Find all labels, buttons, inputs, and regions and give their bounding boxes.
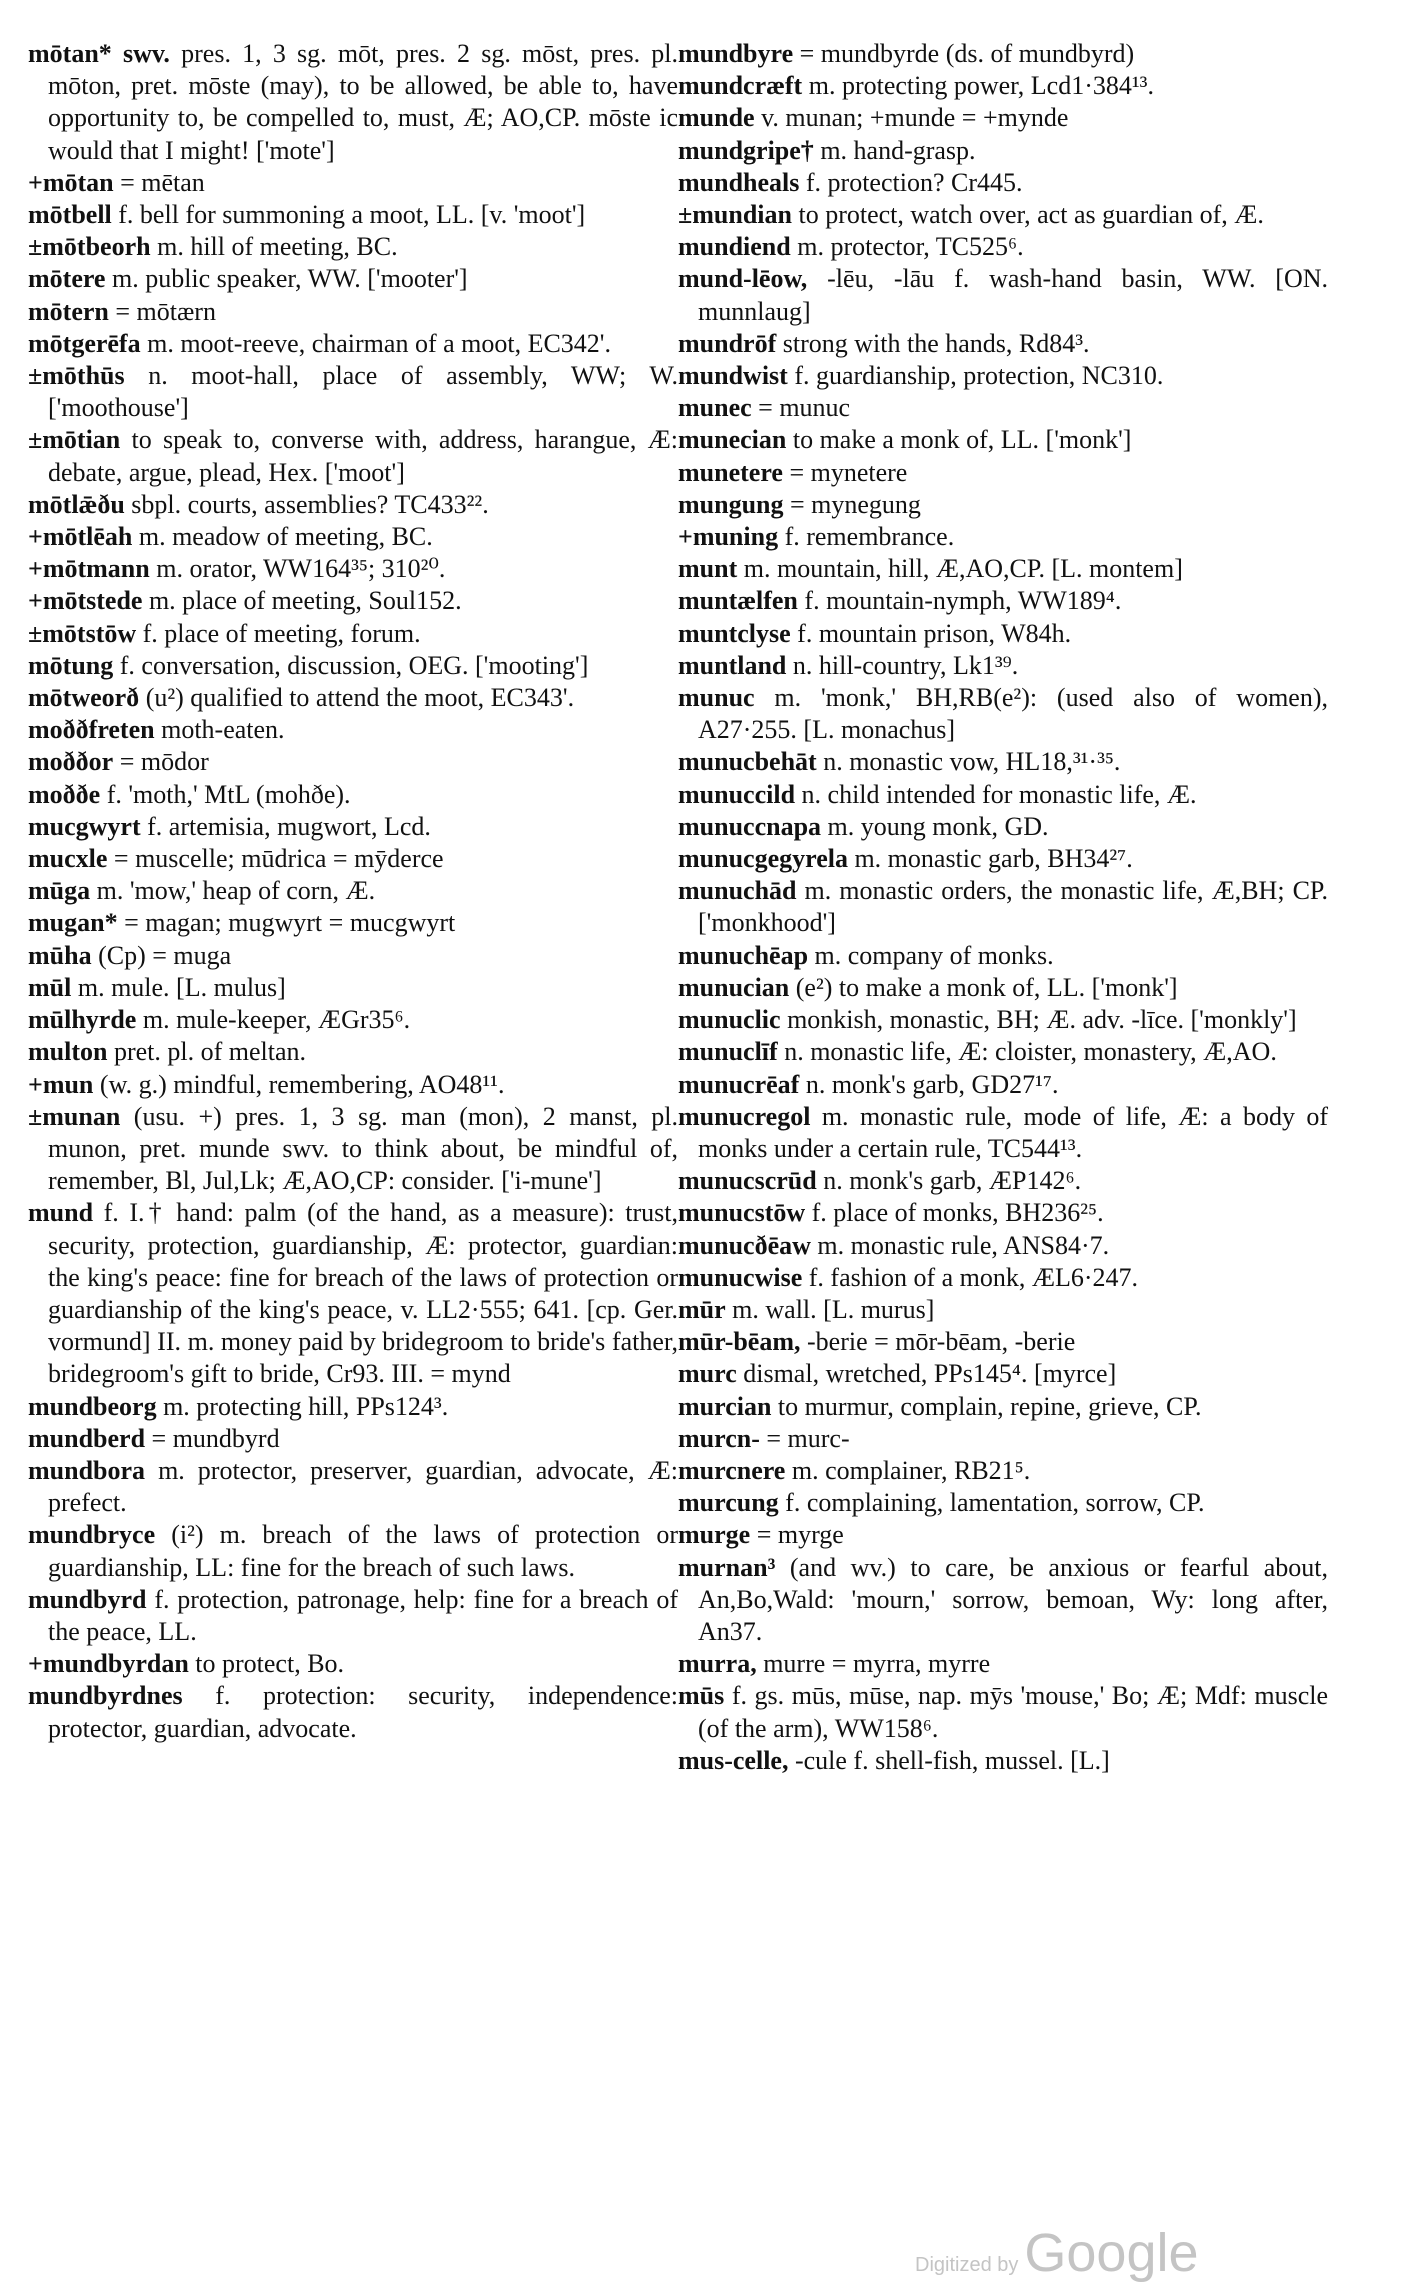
dictionary-entry [678, 424, 1328, 456]
entry-definition: m. mountain, hill, Æ,AO,CP. [L. montem] [743, 554, 1183, 584]
entry-definition: f. mountain-nymph, WW189⁴. [804, 586, 1122, 616]
entry-headword: +muning [678, 522, 779, 552]
entry-definition: m. monastic rule, mode of life, Æ: a body of monks under a certain rule, TC544¹³. [698, 1101, 1329, 1163]
entry-headword: mucgwyrt [28, 811, 141, 841]
dictionary-entry [678, 1648, 1328, 1680]
dictionary-entry [28, 811, 678, 843]
entry-headword: murcn- [678, 1423, 760, 1453]
entry-definition: pres. 1, 3 sg. mōt, pres. 2 sg. mōst, pres. pl. mōton, pret. mōste (may), to be allowed, be able to, have opportunity to, be compelled to, must, Æ; AO,CP. mōste ic would that I might! ['mote'] [48, 39, 679, 165]
entry-definition: f. remembrance. [784, 522, 955, 552]
dictionary-entry [28, 972, 678, 1004]
dictionary-entry [678, 875, 1328, 939]
dictionary-entry [28, 199, 678, 231]
entry-headword: munucstōw [678, 1198, 806, 1228]
entry-definition: m. mule-keeper, ÆGr35⁶. [142, 1005, 411, 1035]
entry-headword: munetere [678, 457, 783, 487]
dictionary-entry [28, 843, 678, 875]
entry-definition: = mētan [120, 167, 205, 197]
entry-headword: mundbora [28, 1455, 146, 1485]
entry-definition: pret. pl. of meltan. [113, 1037, 307, 1067]
entry-definition: f. bell for summoning a moot, LL. [v. 'moot'] [118, 200, 586, 230]
entry-definition: moth-eaten. [161, 715, 285, 745]
entry-headword: mundgripe† [678, 135, 814, 165]
dictionary-entry [678, 135, 1328, 167]
entry-headword: mōtlǣðu [28, 489, 125, 519]
entry-headword: mūha [28, 940, 92, 970]
entry-headword: mundbeorg [28, 1391, 157, 1421]
entry-definition: f. protection: security, independence: protector, guardian, advocate. [48, 1681, 678, 1743]
entry-headword: munuccild [678, 779, 796, 809]
entry-definition: m. meadow of meeting, BC. [138, 522, 433, 552]
entry-headword: ±mōtbeorh [28, 232, 151, 262]
entry-definition: f. protection, patronage, help: fine for a breach of the peace, LL. [48, 1584, 679, 1646]
dictionary-entry [678, 1326, 1328, 1358]
dictionary-entry [678, 263, 1328, 327]
entry-definition: m. moot-reeve, chairman of a moot, EC342'. [147, 328, 611, 358]
dictionary-entry [28, 38, 678, 167]
entry-definition: f. gs. mūs, mūse, nap. mȳs 'mouse,' Bo; Æ; Mdf: muscle (of the arm), WW158⁶. [698, 1681, 1329, 1743]
dictionary-entry [28, 682, 678, 714]
entry-definition: m. complainer, RB21⁵. [791, 1455, 1031, 1485]
entry-definition: = mōdor [119, 747, 209, 777]
dictionary-entry [678, 102, 1328, 134]
entry-headword: muntælfen [678, 586, 798, 616]
entry-headword: moððor [28, 747, 114, 777]
entry-headword: munuccnapa [678, 811, 822, 841]
entry-headword: mund [28, 1198, 94, 1228]
entry-headword: ±mundian [678, 200, 792, 230]
entry-headword: munde [678, 103, 755, 133]
entry-headword: mundrōf [678, 328, 777, 358]
entry-definition: = mundbyrd [151, 1423, 280, 1453]
entry-definition: = mynetere [789, 457, 908, 487]
entry-definition: = mynegung [790, 489, 921, 519]
entry-definition: to speak to, converse with, address, harangue, Æ: debate, argue, plead, Hex. ['moot'] [48, 425, 678, 487]
dictionary-entry [678, 167, 1328, 199]
entry-definition: = mōtærn [115, 296, 216, 326]
dictionary-entry [678, 1552, 1328, 1649]
dictionary-entry [28, 650, 678, 682]
entry-headword: mucxle [28, 844, 108, 874]
dictionary-entry [28, 1423, 678, 1455]
entry-headword: ±munan [28, 1101, 121, 1131]
dictionary-entry [678, 650, 1328, 682]
entry-definition: m. mule. [L. mulus] [77, 972, 286, 1002]
entry-headword: +mōtstede [28, 586, 143, 616]
entry-definition: m. 'monk,' BH,RB(e²): (used also of women), A27·255. [L. monachus] [698, 683, 1328, 745]
entry-definition: m. wall. [L. murus] [732, 1294, 935, 1324]
entry-headword: mōtgerēfa [28, 328, 141, 358]
entry-headword: mungung [678, 489, 784, 519]
entry-definition: m. hand-grasp. [820, 135, 976, 165]
entry-headword: munucian [678, 972, 790, 1002]
dictionary-entry [28, 1584, 678, 1648]
dictionary-entry [678, 231, 1328, 263]
dictionary-entry [28, 1101, 678, 1198]
entry-headword: mundberd [28, 1423, 146, 1453]
dictionary-entry [678, 618, 1328, 650]
entry-headword: munucrēaf [678, 1069, 800, 1099]
entry-headword: munec [678, 393, 752, 423]
dictionary-entry [678, 585, 1328, 617]
dictionary-entry [678, 779, 1328, 811]
dictionary-entry [678, 1423, 1328, 1455]
entry-headword: mundcræft [678, 71, 803, 101]
dictionary-entry [28, 263, 678, 295]
entry-definition: n. monastic vow, HL18,³¹·³⁵. [823, 747, 1121, 777]
entry-headword: mūr [678, 1294, 726, 1324]
entry-headword: mōtbell [28, 200, 112, 230]
entry-headword: murcian [678, 1391, 772, 1421]
watermark-logo: Google [1024, 2223, 1199, 2283]
entry-definition: m. 'mow,' heap of corn, Æ. [96, 876, 376, 906]
dictionary-entry [678, 1391, 1328, 1423]
entry-definition: f. artemisia, mugwort, Lcd. [147, 811, 431, 841]
dictionary-entry [28, 940, 678, 972]
entry-definition: m. place of meeting, Soul152. [148, 586, 462, 616]
entry-definition: n. monk's garb, ÆP142⁶. [823, 1166, 1082, 1196]
entry-headword: mugan* [28, 908, 118, 938]
entry-headword: munuclic [678, 1005, 781, 1035]
entry-definition: n. moot-hall, place of assembly, WW; W. ['moothouse'] [48, 361, 678, 423]
entry-definition: f. place of meeting, forum. [142, 618, 421, 648]
entry-headword: mund-lēow, [678, 264, 808, 294]
dictionary-entry [28, 585, 678, 617]
entry-definition: (w. g.) mindful, remembering, AO48¹¹. [99, 1069, 505, 1099]
dictionary-entry [678, 972, 1328, 1004]
entry-definition: to make a monk of, LL. ['monk'] [792, 425, 1132, 455]
entry-headword: ±mōtian [28, 425, 121, 455]
watermark-prefix: Digitized by [915, 2254, 1019, 2276]
left-column [28, 38, 678, 1745]
entry-definition: m. protecting power, Lcd1·384¹³. [808, 71, 1154, 101]
entry-definition: f. conversation, discussion, OEG. ['mooting'] [119, 650, 589, 680]
entry-headword: munuchēap [678, 940, 809, 970]
entry-headword: mundiend [678, 232, 791, 262]
dictionary-entry [678, 1455, 1328, 1487]
entry-headword: muntclyse [678, 618, 791, 648]
dictionary-entry [28, 907, 678, 939]
entry-headword: mundbyre [678, 39, 794, 68]
entry-definition: (u²) qualified to attend the moot, EC343'. [145, 683, 575, 713]
dictionary-entry [678, 392, 1328, 424]
dictionary-entry [28, 1455, 678, 1519]
entry-definition: f. complaining, lamentation, sorrow, CP. [785, 1488, 1205, 1518]
dictionary-entry [28, 1519, 678, 1583]
entry-headword: mus-celle, [678, 1745, 789, 1775]
dictionary-entry [678, 811, 1328, 843]
dictionary-entry [678, 1262, 1328, 1294]
entry-headword: mūr-bēam, [678, 1327, 801, 1357]
entry-definition: to protect, watch over, act as guardian of, Æ. [798, 200, 1264, 230]
right-column [678, 38, 1328, 1777]
entry-headword: ±mōthūs [28, 361, 125, 391]
entry-headword: muntland [678, 650, 787, 680]
dictionary-entry [678, 1165, 1328, 1197]
dictionary-entry [678, 38, 1328, 70]
dictionary-entry [678, 1197, 1328, 1229]
entry-headword: multon [28, 1037, 108, 1067]
dictionary-entry [28, 1197, 678, 1390]
dictionary-entry [28, 1004, 678, 1036]
dictionary-entry [28, 553, 678, 585]
dictionary-entry [28, 296, 678, 328]
entry-headword: munucgegyrela [678, 844, 848, 874]
entry-definition: = mundbyrde (ds. of mundbyrd) [799, 39, 1135, 68]
dictionary-entry [28, 1680, 678, 1744]
dictionary-entry [28, 779, 678, 811]
entry-headword: munucscrūd [678, 1166, 817, 1196]
dictionary-entry [678, 1358, 1328, 1390]
entry-definition: strong with the hands, Rd84³. [782, 328, 1090, 358]
entry-definition: (e²) to make a monk of, LL. ['monk'] [795, 972, 1178, 1002]
entry-headword: munuclīf [678, 1037, 778, 1067]
dictionary-entry [28, 1069, 678, 1101]
dictionary-entry [678, 457, 1328, 489]
entry-definition: f. mountain prison, W84h. [797, 618, 1072, 648]
entry-definition: monkish, monastic, BH; Æ. adv. -līce. ['monkly'] [787, 1005, 1297, 1035]
entry-headword: mūlhyrde [28, 1005, 137, 1035]
entry-definition: n. monastic life, Æ: cloister, monastery, Æ,AO. [784, 1037, 1277, 1067]
entry-headword: munucbehāt [678, 747, 817, 777]
entry-definition: to murmur, complain, repine, grieve, CP. [777, 1391, 1202, 1421]
dictionary-entry [678, 1487, 1328, 1519]
entry-headword: murge [678, 1520, 751, 1550]
entry-headword: +mōtlēah [28, 522, 133, 552]
entry-headword: munucwise [678, 1262, 803, 1292]
dictionary-entry [28, 1648, 678, 1680]
dictionary-entry [28, 231, 678, 263]
entry-definition: n. monk's garb, GD27¹⁷. [805, 1069, 1059, 1099]
entry-definition: (usu. +) pres. 1, 3 sg. man (mon), 2 manst, pl. munon, pret. munde swv. to think about, be mindful of, remember, Bl, Jul,Lk; Æ,AO,CP: consider. ['i-mune'] [48, 1101, 679, 1196]
entry-headword: munuchād [678, 876, 797, 906]
dictionary-entry [28, 618, 678, 650]
dictionary-entry [678, 1036, 1328, 1068]
entry-headword: mundbryce [28, 1520, 156, 1550]
dictionary-entry [678, 1680, 1328, 1744]
dictionary-entry [678, 682, 1328, 746]
dictionary-entry [28, 360, 678, 424]
entry-definition: dismal, wretched, PPs145⁴. [myrce] [743, 1359, 1117, 1389]
dictionary-entry [678, 1519, 1328, 1551]
entry-definition: (i²) m. breach of the laws of protection or guardianship, LL: fine for the breach of such laws. [48, 1520, 679, 1582]
dictionary-entry [678, 1101, 1328, 1165]
dictionary-entry [28, 875, 678, 907]
entry-headword: murnan³ [678, 1552, 776, 1582]
entry-headword: +mundbyrdan [28, 1649, 189, 1679]
entry-headword: mundbyrdnes [28, 1681, 183, 1711]
entry-headword: moððfreten [28, 715, 155, 745]
dictionary-entry [678, 1230, 1328, 1262]
entry-headword: mūga [28, 876, 91, 906]
entry-definition: sbpl. courts, assemblies? TC433²². [131, 489, 489, 519]
dictionary-entry [28, 714, 678, 746]
dictionary-entry [28, 424, 678, 488]
entry-definition: m. protector, preserver, guardian, advocate, Æ: prefect. [48, 1455, 679, 1518]
entry-headword: +mōtan [28, 167, 114, 197]
dictionary-entry [28, 1036, 678, 1068]
entry-headword: mundheals [678, 167, 800, 197]
dictionary-entry [678, 360, 1328, 392]
entry-headword: moððe [28, 779, 101, 809]
entry-headword: murcnere [678, 1455, 786, 1485]
entry-headword: munt [678, 554, 738, 584]
entry-definition: = myrge [756, 1520, 844, 1550]
entry-definition: f. protection? Cr445. [805, 167, 1023, 197]
entry-headword: mōtere [28, 264, 106, 294]
entry-headword: +mōtmann [28, 554, 150, 584]
dictionary-entry [678, 1069, 1328, 1101]
dictionary-entry [678, 199, 1328, 231]
entry-definition: m. young monk, GD. [827, 811, 1049, 841]
entry-definition: m. monastic garb, BH34²⁷. [854, 844, 1133, 874]
entry-headword: mundwist [678, 361, 788, 391]
entry-headword: mōtan* swv. [28, 39, 170, 68]
entry-headword: munecian [678, 425, 787, 455]
dictionary-entry [678, 940, 1328, 972]
entry-definition: (and wv.) to care, be anxious or fearful about, An,Bo,Wald: 'mourn,' sorrow, bemoan, Wy: long after, An37. [698, 1552, 1329, 1646]
entry-headword: mūl [28, 972, 72, 1002]
entry-headword: mōtung [28, 650, 114, 680]
entry-headword: murra, [678, 1649, 757, 1679]
dictionary-entry [28, 167, 678, 199]
dictionary-entry [678, 328, 1328, 360]
entry-headword: munucregol [678, 1101, 811, 1131]
entry-definition: -berie = mōr-bēam, -berie [807, 1327, 1076, 1357]
entry-definition: = murc- [766, 1423, 850, 1453]
digitized-watermark [915, 2222, 1199, 2284]
dictionary-entry [678, 746, 1328, 778]
entry-headword: +mun [28, 1069, 94, 1099]
entry-definition: m. monastic rule, ANS84·7. [817, 1230, 1110, 1260]
dictionary-entry [678, 70, 1328, 102]
entry-definition: = magan; mugwyrt = mucgwyrt [124, 908, 456, 938]
dictionary-entry [678, 1294, 1328, 1326]
dictionary-entry [28, 328, 678, 360]
dictionary-entry [678, 843, 1328, 875]
dictionary-entry [678, 521, 1328, 553]
entry-definition: m. hill of meeting, BC. [157, 232, 398, 262]
dictionary-entry [28, 746, 678, 778]
entry-definition: m. public speaker, WW. ['mooter'] [111, 264, 468, 294]
dictionary-entry [28, 489, 678, 521]
dictionary-entry [28, 521, 678, 553]
entry-definition: -lēu, -lāu f. wash-hand basin, WW. [ON. munnlaug] [698, 264, 1329, 326]
entry-definition: v. munan; +munde = +mynde [761, 103, 1069, 133]
entry-headword: munucðēaw [678, 1230, 811, 1260]
entry-definition: -cule f. shell-fish, mussel. [L.] [794, 1745, 1110, 1775]
dictionary-entry [28, 1391, 678, 1423]
entry-definition: m. monastic orders, the monastic life, Æ,BH; CP. ['monkhood'] [698, 876, 1329, 938]
entry-definition: = munuc [758, 393, 851, 423]
entry-headword: mōtweorð [28, 683, 140, 713]
dictionary-entry [678, 489, 1328, 521]
entry-headword: ±mōtstōw [28, 618, 137, 648]
entry-definition: m. protecting hill, PPs124³. [163, 1391, 449, 1421]
entry-headword: mōtern [28, 296, 109, 326]
entry-definition: f. place of monks, BH236²⁵. [811, 1198, 1104, 1228]
dictionary-entry [678, 1004, 1328, 1036]
entry-headword: murc [678, 1359, 737, 1389]
dictionary-entry [678, 1745, 1328, 1777]
dictionary-entry [678, 553, 1328, 585]
entry-definition: to protect, Bo. [195, 1649, 345, 1679]
entry-definition: m. protector, TC525⁶. [797, 232, 1024, 262]
entry-definition: murre = myrra, myrre [763, 1649, 991, 1679]
entry-headword: mundbyrd [28, 1584, 147, 1614]
entry-headword: murcung [678, 1488, 779, 1518]
entry-definition: (Cp) = muga [98, 940, 232, 970]
entry-headword: mūs [678, 1681, 725, 1711]
entry-definition: f. I.† hand: palm (of the hand, as a measure): trust, security, protection, guardianship, Æ: protector, guardian: the king's peace: fine for breach of the laws of protection or guardianship of the king's peace, v. LL2·555; 641. [cp. Ger. vormund] II. m. money paid by bridegroom to bride's father, bridegroom's gift to bride, Cr93. III. = mynd [48, 1198, 679, 1389]
entry-definition: m. company of monks. [814, 940, 1054, 970]
entry-definition: m. orator, WW164³⁵; 310²⁰. [156, 554, 446, 584]
entry-definition: f. fashion of a monk, ÆL6·247. [808, 1262, 1139, 1292]
entry-headword: munuc [678, 683, 755, 713]
entry-definition: f. 'moth,' MtL (mohðe). [106, 779, 351, 809]
entry-definition: f. guardianship, protection, NC310. [794, 361, 1164, 391]
entry-definition: n. hill-country, Lk1³⁹. [792, 650, 1019, 680]
entry-definition: = muscelle; mūdrica = mȳderce [113, 844, 444, 874]
entry-definition: n. child intended for monastic life, Æ. [801, 779, 1197, 809]
